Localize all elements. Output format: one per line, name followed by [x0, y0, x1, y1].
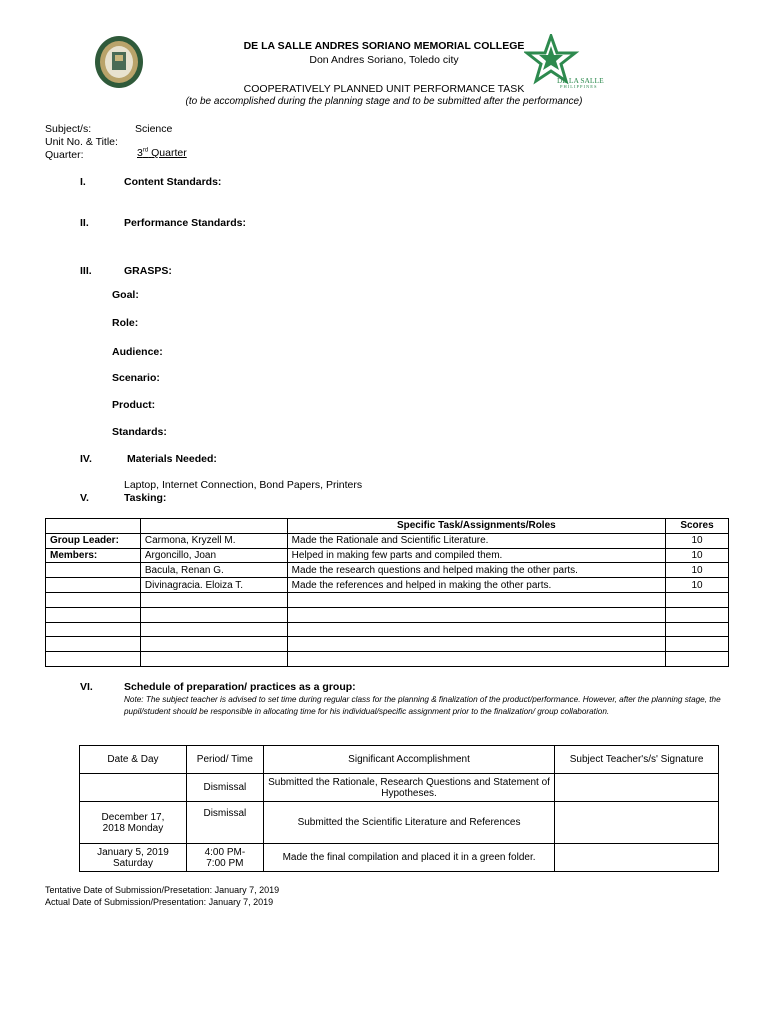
task-cell: Made the Rationale and Scientific Literature.: [287, 533, 665, 548]
empty-cell: [287, 607, 665, 622]
name-cell: Divinagracia. Eloiza T.: [140, 578, 287, 593]
name-cell: Carmona, Kryzell M.: [140, 533, 287, 548]
section-2-number: II.: [80, 217, 89, 229]
period-cell: 4:00 PM- 7:00 PM: [186, 844, 263, 872]
empty-cell: [46, 607, 141, 622]
signature-cell: [555, 802, 719, 844]
tentative-submission-date: Tentative Date of Submission/Presetation: January 7, 2019: [45, 885, 280, 895]
section-4-title: Materials Needed:: [127, 453, 217, 465]
score-cell: 10: [666, 578, 729, 593]
table-header: [46, 519, 141, 534]
document-subtitle: (to be accomplished during the planning stage and to be submitted after the performance): [185, 96, 583, 107]
table-header: Date & Day: [80, 746, 187, 774]
table-row: [46, 578, 729, 593]
grasps-goal: Goal:: [112, 289, 139, 301]
date-cell: January 5, 2019 Saturday: [80, 844, 187, 872]
signature-cell: [555, 774, 719, 802]
accomplishment-cell: Made the final compilation and placed it in a green folder.: [263, 844, 554, 872]
tasking-table: [45, 518, 729, 667]
empty-cell: [46, 652, 141, 667]
empty-cell: [46, 622, 141, 637]
section-3-title: GRASPS:: [124, 265, 172, 277]
actual-submission-date: Actual Date of Submission/Presentation: January 7, 2019: [45, 897, 274, 907]
schedule-table: [79, 745, 719, 872]
section-4-number: IV.: [80, 453, 92, 465]
date-cell: December 17, 2018 Monday: [80, 802, 187, 844]
table-header: Significant Accomplishment: [263, 746, 554, 774]
accomplishment-cell: Submitted the Rationale, Research Questions and Statement of Hypotheses.: [263, 774, 554, 802]
role-cell: Group Leader:: [46, 533, 141, 548]
table-row: [46, 652, 729, 667]
empty-cell: [46, 592, 141, 607]
quarter-label: Quarter:: [45, 149, 84, 161]
quarter-suffix: rd: [142, 147, 149, 154]
table-row: [80, 774, 719, 802]
table-header: Subject Teacher's/s' Signature: [555, 746, 719, 774]
table-row: [46, 592, 729, 607]
quarter-word: Quarter: [151, 147, 187, 159]
schedule-header-row: [80, 746, 719, 774]
task-cell: Helped in making few parts and compiled them.: [287, 548, 665, 563]
empty-cell: [287, 637, 665, 652]
table-row: [46, 637, 729, 652]
grasps-product: Product:: [112, 399, 156, 411]
table-row: [46, 622, 729, 637]
name-cell: Bacula, Renan G.: [140, 563, 287, 578]
signature-cell: [555, 844, 719, 872]
role-cell: Members:: [46, 548, 141, 563]
school-address: Don Andres Soriano, Toledo city: [309, 54, 459, 66]
accomplishment-cell: Submitted the Scientific Literature and References: [263, 802, 554, 844]
score-cell: 10: [666, 548, 729, 563]
subject-value: Science: [135, 123, 173, 135]
empty-cell: [140, 652, 287, 667]
section-5-title: Tasking:: [124, 492, 167, 504]
quarter-number: 3: [137, 147, 143, 159]
task-cell: Made the research questions and helped making the other parts.: [287, 563, 665, 578]
table-row: [46, 607, 729, 622]
materials-list: Laptop, Internet Connection, Bond Papers, Printers: [124, 479, 363, 491]
table-header: Period/ Time: [186, 746, 263, 774]
empty-cell: [140, 592, 287, 607]
section-6-title: Schedule of preparation/ practices as a group:: [124, 681, 356, 693]
grasps-scenario: Scenario:: [112, 372, 160, 384]
section-1-number: I.: [80, 176, 86, 188]
empty-cell: [46, 637, 141, 652]
schedule-note: Note: The subject teacher is advised to set time during regular class for the planning & finalization of the product/performance. However, after the planning stage, the pupil/student should be responsible in allocating time for his individual/specific assignment prior to the finalization/ group collaboration.: [124, 695, 721, 716]
grasps-role: Role:: [112, 317, 139, 329]
logo-subtext: PHILIPPINES: [560, 84, 598, 89]
score-cell: 10: [666, 563, 729, 578]
section-5-number: V.: [80, 492, 89, 504]
empty-cell: [140, 607, 287, 622]
grasps-standards: Standards:: [112, 426, 167, 438]
role-cell: [46, 563, 141, 578]
empty-cell: [287, 592, 665, 607]
empty-cell: [666, 607, 729, 622]
tasking-header-row: [46, 519, 729, 534]
subject-label: Subject/s:: [45, 123, 92, 135]
empty-cell: [666, 637, 729, 652]
table-row: [80, 802, 719, 844]
unit-label: Unit No. & Title:: [45, 136, 118, 148]
period-cell: Dismissal: [186, 774, 263, 802]
table-header: Scores: [666, 519, 729, 534]
empty-cell: [287, 622, 665, 637]
date-cell: [80, 774, 187, 802]
empty-cell: [287, 652, 665, 667]
section-1-title: Content Standards:: [124, 176, 222, 188]
table-header: [140, 519, 287, 534]
score-cell: 10: [666, 533, 729, 548]
logo-text: DE LA SALLE: [557, 76, 604, 85]
section-3-number: III.: [80, 265, 92, 277]
task-cell: Made the references and helped in making the other parts.: [287, 578, 665, 593]
table-row: [46, 563, 729, 578]
empty-cell: [666, 652, 729, 667]
table-row: [46, 548, 729, 563]
role-cell: [46, 578, 141, 593]
empty-cell: [666, 622, 729, 637]
grasps-audience: Audience:: [112, 346, 163, 358]
section-2-title: Performance Standards:: [124, 217, 246, 229]
section-6-number: VI.: [80, 681, 93, 693]
table-row: [46, 533, 729, 548]
quarter-value: [137, 147, 187, 159]
name-cell: Argoncillo, Joan: [140, 548, 287, 563]
period-cell: Dismissal: [186, 802, 263, 844]
school-name: DE LA SALLE ANDRES SORIANO MEMORIAL COLLEGE: [243, 40, 525, 52]
table-row: [80, 844, 719, 872]
empty-cell: [140, 637, 287, 652]
empty-cell: [666, 592, 729, 607]
document-title: COOPERATIVELY PLANNED UNIT PERFORMANCE TASK: [243, 83, 525, 95]
empty-cell: [140, 622, 287, 637]
table-header: Specific Task/Assignments/Roles: [287, 519, 665, 534]
